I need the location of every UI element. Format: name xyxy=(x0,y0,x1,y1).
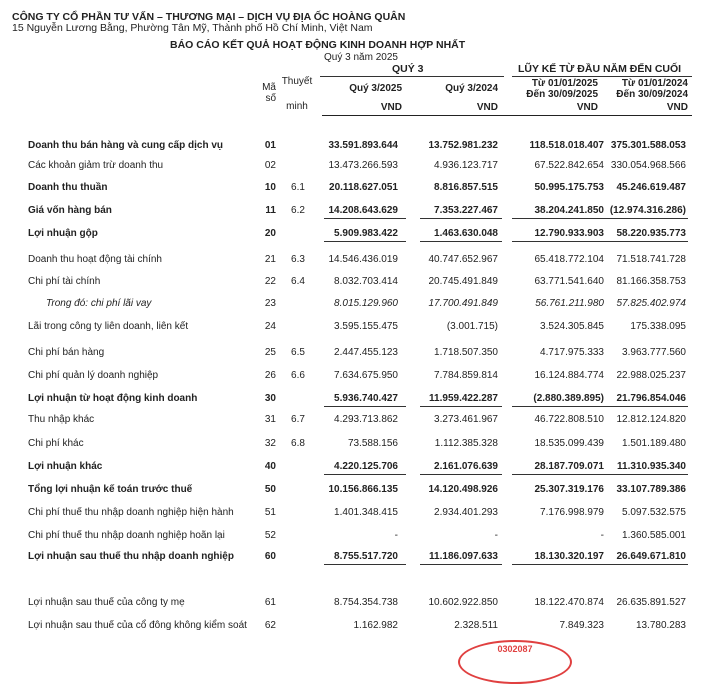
col-ytd-2025-line2: Đến 30/09/2025 xyxy=(526,89,598,100)
row-value-2: 14.120.498.926 xyxy=(428,484,498,495)
row-code: 20 xyxy=(264,228,276,239)
row-value-1: 20.118.627.051 xyxy=(329,182,398,193)
subtotal-rule xyxy=(324,474,406,475)
row-value-4: 175.338.095 xyxy=(630,321,686,332)
header-bottom-rule xyxy=(322,115,692,116)
row-value-2: 7.353.227.467 xyxy=(434,205,498,216)
row-label: Doanh thu hoạt động tài chính xyxy=(28,254,162,265)
row-value-1: 4.293.713.862 xyxy=(334,414,398,425)
row-value-1: 8.032.703.414 xyxy=(334,276,398,287)
row-label: Chi phí quản lý doanh nghiệp xyxy=(28,370,159,381)
row-value-3: 65.418.772.104 xyxy=(534,254,604,265)
row-value-3: 25.307.319.176 xyxy=(534,484,604,495)
stamp-text: 0302087 xyxy=(497,644,533,654)
row-value-1: 7.634.675.950 xyxy=(334,370,398,381)
subtotal-rule xyxy=(600,406,688,407)
row-code: 50 xyxy=(264,484,276,495)
row-code: 31 xyxy=(264,414,276,425)
row-value-1: 4.220.125.706 xyxy=(334,461,398,472)
row-value-4: 81.166.358.753 xyxy=(616,276,686,287)
row-label: Lợi nhuận khác xyxy=(28,461,103,472)
row-value-2: 11.959.422.287 xyxy=(429,393,498,404)
row-value-4: 5.097.532.575 xyxy=(622,507,686,518)
row-value-3: 18.130.320.197 xyxy=(534,551,604,562)
row-value-2: 11.186.097.633 xyxy=(429,551,498,562)
row-value-2: 3.273.461.967 xyxy=(434,414,498,425)
row-code: 24 xyxy=(264,321,276,332)
subtotal-rule xyxy=(600,564,688,565)
row-label: Chi phí thuế thu nhập doanh nghiệp hiện hành xyxy=(28,507,234,518)
row-value-3: 7.849.323 xyxy=(559,620,604,631)
row-code: 51 xyxy=(264,507,276,518)
row-label: Trong đó: chi phí lãi vay xyxy=(46,298,152,309)
subtotal-rule xyxy=(600,218,688,219)
table-row xyxy=(0,410,710,430)
row-value-1: 8.015.129.960 xyxy=(334,298,398,309)
col-code-line2: số xyxy=(265,93,276,104)
table-row xyxy=(0,294,710,314)
table-row xyxy=(0,457,710,477)
row-label: Doanh thu bán hàng và cung cấp dịch vụ xyxy=(28,140,224,151)
row-note: 6.7 xyxy=(291,414,305,425)
row-value-4: 71.518.741.728 xyxy=(616,254,686,265)
row-note: 6.3 xyxy=(291,254,305,265)
row-code: 10 xyxy=(264,182,276,193)
row-value-3: 56.761.211.980 xyxy=(535,298,604,309)
row-value-2: 10.602.922.850 xyxy=(428,597,498,608)
col-ytd-2024-heading xyxy=(596,78,688,100)
row-value-2: 20.745.491.849 xyxy=(428,276,498,287)
row-code: 01 xyxy=(264,140,276,151)
row-value-1: 1.162.982 xyxy=(353,620,398,631)
row-label: Lợi nhuận sau thuế thu nhập doanh nghiệp xyxy=(28,551,234,562)
row-value-2: 4.936.123.717 xyxy=(434,160,498,171)
row-code: 61 xyxy=(264,597,276,608)
row-value-2: 2.328.511 xyxy=(454,620,498,631)
col-ytd-2024-line1: Từ 01/01/2024 xyxy=(621,78,688,89)
row-code: 25 xyxy=(264,347,276,358)
table-row xyxy=(0,317,710,337)
col-code-line1: Mã xyxy=(262,82,276,93)
company-stamp xyxy=(458,640,572,684)
row-value-4: 33.107.789.386 xyxy=(616,484,686,495)
row-value-1: 5.909.983.422 xyxy=(334,228,398,239)
row-note: 6.5 xyxy=(291,347,305,358)
subtotal-rule xyxy=(324,241,406,242)
row-value-3: 4.717.975.333 xyxy=(540,347,604,358)
col-note-line2: minh xyxy=(286,101,308,112)
row-value-3: 46.722.808.510 xyxy=(534,414,604,425)
table-row xyxy=(0,593,710,613)
row-value-2: 13.752.981.232 xyxy=(428,140,498,151)
row-value-2: 8.816.857.515 xyxy=(434,182,498,193)
row-value-4: 45.246.619.487 xyxy=(616,182,686,193)
subtotal-rule xyxy=(512,564,600,565)
row-code: 32 xyxy=(264,438,276,449)
col-ytd-2024-line2: Đến 30/09/2024 xyxy=(616,89,688,100)
table-row xyxy=(0,389,710,409)
table-row xyxy=(0,503,710,523)
row-code: 23 xyxy=(264,298,276,309)
row-value-4: 57.825.402.974 xyxy=(616,298,686,309)
subtotal-rule xyxy=(420,406,502,407)
row-value-1: 5.936.740.427 xyxy=(334,393,398,404)
row-value-2: 1.718.507.350 xyxy=(434,347,498,358)
row-value-4: 3.963.777.560 xyxy=(622,347,686,358)
group-quarter-heading: QUÝ 3 xyxy=(392,63,424,75)
row-value-4: 13.780.283 xyxy=(635,620,686,631)
col-q3-2025-heading: Quý 3/2025 xyxy=(349,83,402,94)
row-label: Doanh thu thuần xyxy=(28,182,108,193)
row-label: Chi phí bán hàng xyxy=(28,347,105,358)
row-value-1: 8.754.354.738 xyxy=(334,597,398,608)
row-label: Chi phí khác xyxy=(28,438,84,449)
col-code-heading xyxy=(256,82,276,104)
table-row xyxy=(0,547,710,567)
row-value-4: 375.301.588.053 xyxy=(610,140,686,151)
table-row xyxy=(0,156,710,176)
row-value-1: 10.156.866.135 xyxy=(328,484,398,495)
table-row xyxy=(0,434,710,454)
unit-q3-2025: VND xyxy=(380,102,402,113)
subtotal-rule xyxy=(324,564,406,565)
col-q3-2024-heading: Quý 3/2024 xyxy=(445,83,498,94)
row-value-4: 26.649.671.810 xyxy=(616,551,686,562)
subtotal-rule xyxy=(512,474,600,475)
row-value-1: - xyxy=(394,530,398,541)
row-code: 30 xyxy=(264,393,276,404)
row-value-1: 73.588.156 xyxy=(347,438,398,449)
row-value-4: 330.054.968.566 xyxy=(610,160,686,171)
subtotal-rule xyxy=(420,218,502,219)
row-value-3: 38.204.241.850 xyxy=(534,205,604,216)
row-label: Giá vốn hàng bán xyxy=(28,205,112,216)
row-code: 62 xyxy=(264,620,276,631)
row-value-3: 118.518.018.407 xyxy=(529,140,604,151)
row-value-2: (3.001.715) xyxy=(446,321,498,332)
row-value-2: 2.934.401.293 xyxy=(434,507,498,518)
row-code: 26 xyxy=(264,370,276,381)
row-value-3: 50.995.175.753 xyxy=(534,182,604,193)
row-code: 22 xyxy=(264,276,276,287)
group-quarter-rule xyxy=(320,76,504,77)
subtotal-rule xyxy=(512,218,600,219)
subtotal-rule xyxy=(600,474,688,475)
row-note: 6.8 xyxy=(291,438,305,449)
row-value-2: - xyxy=(494,530,498,541)
table-row xyxy=(0,526,710,546)
row-value-4: 11.310.935.340 xyxy=(617,461,686,472)
row-value-4: 22.988.025.237 xyxy=(616,370,686,381)
unit-ytd-2025: VND xyxy=(576,102,598,113)
table-row xyxy=(0,201,710,221)
col-note-line1: Thuyết xyxy=(281,76,313,87)
row-note: 6.4 xyxy=(291,276,305,287)
row-value-3: - xyxy=(600,530,604,541)
company-address: 15 Nguyễn Lương Bằng, Phường Tân Mỹ, Thành phố Hồ Chí Minh, Việt Nam xyxy=(12,22,373,34)
row-value-2: 1.112.385.328 xyxy=(434,438,498,449)
report-period: Quý 3 năm 2025 xyxy=(324,52,398,63)
row-value-4: 58.220.935.773 xyxy=(616,228,686,239)
subtotal-rule xyxy=(600,241,688,242)
row-value-1: 33.591.893.644 xyxy=(328,140,398,151)
table-row xyxy=(0,224,710,244)
col-ytd-2025-heading xyxy=(506,78,598,100)
row-note: 6.1 xyxy=(291,182,305,193)
row-label: Tổng lợi nhuận kế toán trước thuế xyxy=(28,484,193,495)
row-code: 11 xyxy=(265,205,276,216)
unit-ytd-2024: VND xyxy=(666,102,688,113)
row-value-3: 18.122.470.874 xyxy=(534,597,604,608)
subtotal-rule xyxy=(324,218,406,219)
row-label: Các khoản giảm trừ doanh thu xyxy=(28,160,164,171)
row-code: 60 xyxy=(264,551,276,562)
row-value-3: 3.524.305.845 xyxy=(540,321,604,332)
row-value-3: 18.535.099.439 xyxy=(534,438,604,449)
row-value-4: 26.635.891.527 xyxy=(616,597,686,608)
table-row xyxy=(0,366,710,386)
subtotal-rule xyxy=(420,564,502,565)
row-value-1: 2.447.455.123 xyxy=(334,347,398,358)
group-ytd-rule xyxy=(512,76,692,77)
row-label: Chi phí tài chính xyxy=(28,276,101,287)
subtotal-rule xyxy=(512,241,600,242)
row-label: Lợi nhuận sau thuế của cổ đông không kiểm soát xyxy=(28,620,247,631)
row-value-4: 21.796.854.046 xyxy=(616,393,686,404)
table-row xyxy=(0,250,710,270)
row-code: 21 xyxy=(264,254,276,265)
table-row xyxy=(0,616,710,636)
row-value-3: 7.176.998.979 xyxy=(540,507,604,518)
group-ytd-heading: LŨY KẾ TỪ ĐẦU NĂM ĐẾN CUỐI xyxy=(518,63,682,75)
row-value-2: 1.463.630.048 xyxy=(434,228,498,239)
row-value-3: 67.522.842.654 xyxy=(534,160,604,171)
row-label: Chi phí thuế thu nhập doanh nghiệp hoãn lại xyxy=(28,530,225,541)
report-title: BÁO CÁO KẾT QUẢ HOẠT ĐỘNG KINH DOANH HỢP NHẤT xyxy=(170,39,466,51)
subtotal-rule xyxy=(420,474,502,475)
row-value-2: 40.747.652.967 xyxy=(428,254,498,265)
row-label: Lợi nhuận gộp xyxy=(28,228,98,239)
unit-q3-2024: VND xyxy=(476,102,498,113)
row-value-4: (12.974.316.286) xyxy=(609,205,686,216)
subtotal-rule xyxy=(420,241,502,242)
row-code: 40 xyxy=(264,461,276,472)
row-value-1: 14.208.643.629 xyxy=(328,205,398,216)
row-note: 6.2 xyxy=(291,205,305,216)
row-value-4: 1.360.585.001 xyxy=(622,530,686,541)
subtotal-rule xyxy=(324,406,406,407)
row-value-3: 12.790.933.903 xyxy=(534,228,604,239)
table-row xyxy=(0,178,710,198)
row-value-4: 1.501.189.480 xyxy=(622,438,686,449)
row-value-1: 3.595.155.475 xyxy=(334,321,398,332)
table-row xyxy=(0,136,710,156)
row-value-2: 7.784.859.814 xyxy=(434,370,498,381)
row-label: Thu nhập khác xyxy=(28,414,95,425)
row-label: Lợi nhuận từ hoạt động kinh doanh xyxy=(28,393,198,404)
company-name: CÔNG TY CỔ PHẦN TƯ VẤN – THƯƠNG MẠI – DỊCH VỤ ĐỊA ỐC HOÀNG QUÂN xyxy=(12,11,406,23)
row-code: 02 xyxy=(264,160,276,171)
row-value-1: 8.755.517.720 xyxy=(334,551,398,562)
row-value-3: 16.124.884.774 xyxy=(534,370,604,381)
col-ytd-2025-line1: Từ 01/01/2025 xyxy=(531,78,598,89)
row-value-1: 14.546.436.019 xyxy=(328,254,398,265)
table-row xyxy=(0,343,710,363)
row-value-3: 28.187.709.071 xyxy=(534,461,604,472)
table-row xyxy=(0,272,710,292)
row-value-2: 2.161.076.639 xyxy=(434,461,498,472)
row-label: Lãi trong công ty liên doanh, liên kết xyxy=(28,321,189,332)
table-row xyxy=(0,480,710,500)
row-note: 6.6 xyxy=(291,370,305,381)
row-value-4: 12.812.124.820 xyxy=(616,414,686,425)
row-value-3: 63.771.541.640 xyxy=(534,276,604,287)
row-value-3: (2.880.389.895) xyxy=(533,393,604,404)
subtotal-rule xyxy=(512,406,600,407)
row-code: 52 xyxy=(264,530,276,541)
row-value-1: 13.473.266.593 xyxy=(328,160,398,171)
row-value-2: 17.700.491.849 xyxy=(428,298,498,309)
row-label: Lợi nhuận sau thuế của công ty mẹ xyxy=(28,597,185,608)
row-value-1: 1.401.348.415 xyxy=(334,507,398,518)
